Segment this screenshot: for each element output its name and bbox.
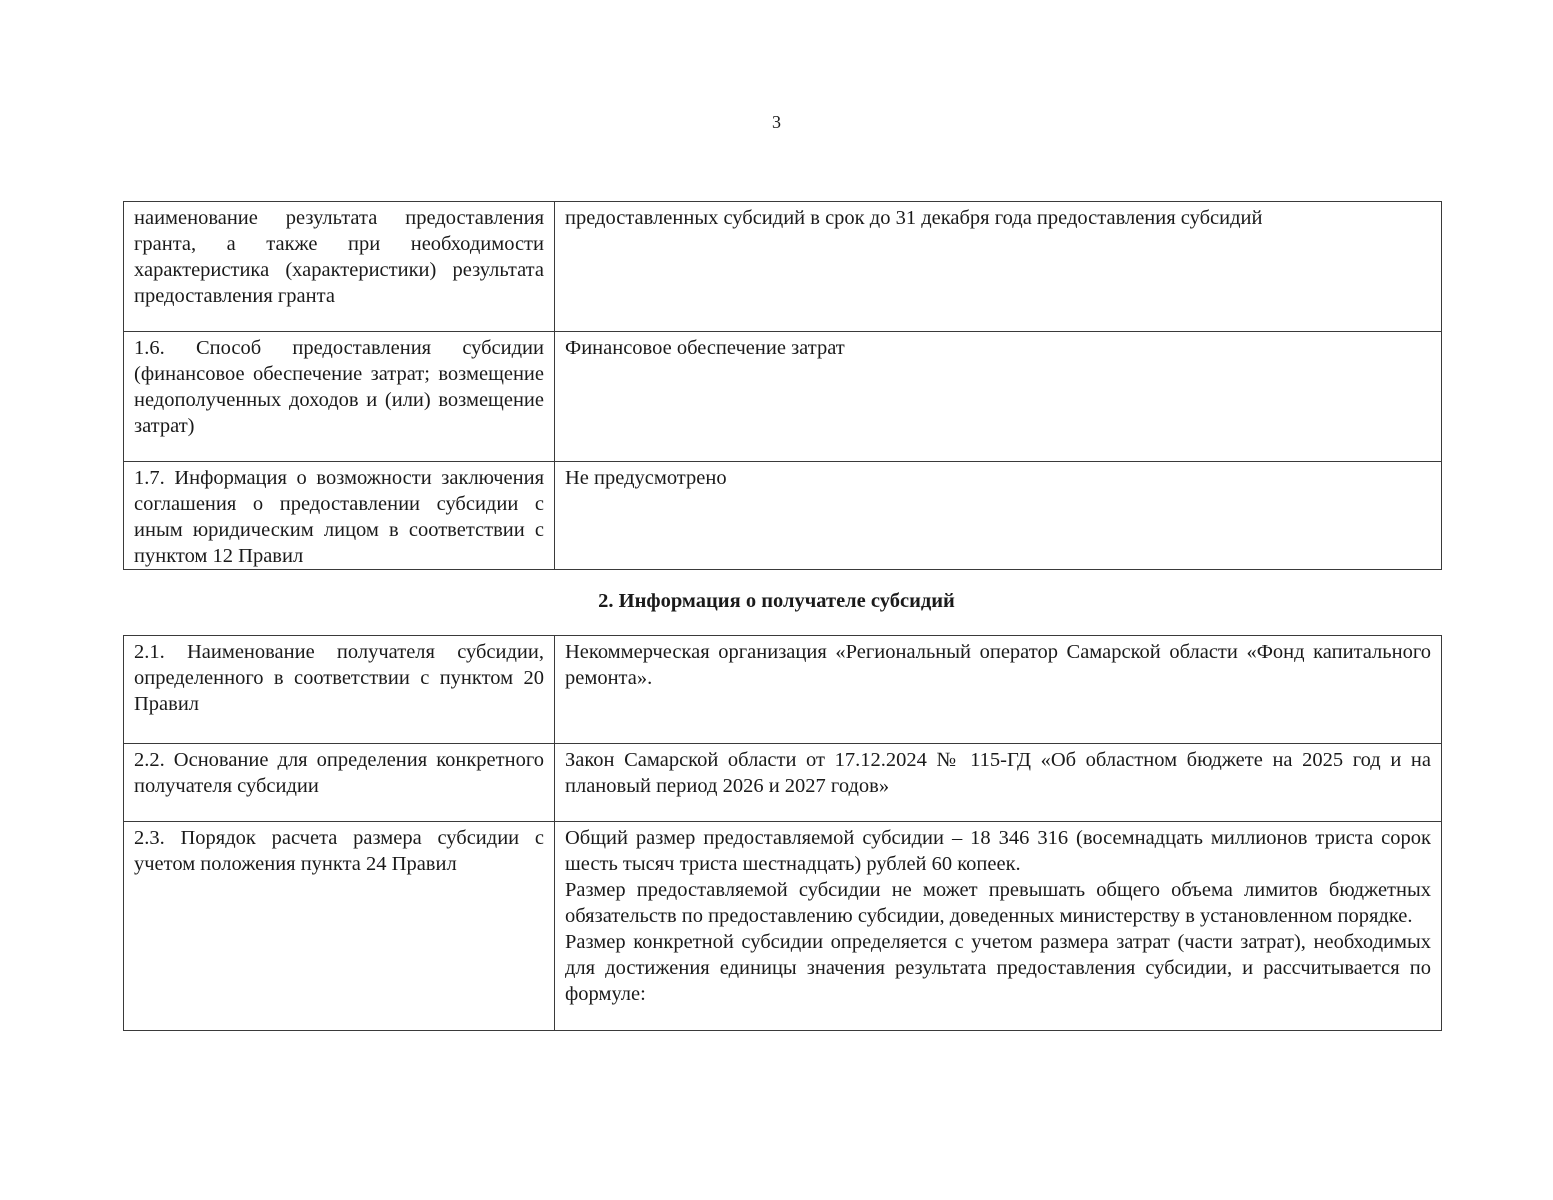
page-number: 3 [772, 112, 781, 132]
section-heading: 2. Информация о получателе субсидий [598, 590, 955, 612]
row-value [555, 822, 1442, 1031]
table-row [124, 636, 1442, 744]
row-label: 2.3. Порядок расчета размера субсидии с учетом положения пункта 24 Правил [124, 822, 555, 1031]
recipient-info-table [123, 635, 1442, 1031]
table-row [124, 822, 1442, 1031]
paragraph: Размер конкретной субсидии определяется с учетом размера затрат (части затрат), необходимых для достижения единицы значения результата предоставления субсидии, и рассчитывается по формуле: [565, 931, 1431, 1005]
row-value: Закон Самарской области от 17.12.2024 № 115-ГД «Об областном бюджете на 2025 год и на плановый период 2026 и 2027 годов» [555, 744, 1442, 822]
table-row [124, 202, 1442, 332]
row-value: Не предусмотрено [555, 462, 1442, 570]
paragraph: Общий размер предоставляемой субсидии – 18 346 316 (восемнадцать миллионов триста сорок шесть тысяч триста шестнадцать) рублей 60 копеек. [565, 827, 1431, 875]
row-label: 2.2. Основание для определения конкретного получателя субсидии [124, 744, 555, 822]
row-label: 2.1. Наименование получателя субсидии, определенного в соответствии с пунктом 20 Правил [124, 636, 555, 744]
table-row [124, 744, 1442, 822]
paragraph: Размер предоставляемой субсидии не может превышать общего объема лимитов бюджетных обязательств по предоставлению субсидии, доведенных министерству в установленном порядке. [565, 879, 1431, 927]
row-value: Финансовое обеспечение затрат [555, 332, 1442, 462]
table-row [124, 332, 1442, 462]
row-label: 1.6. Способ предоставления субсидии (финансовое обеспечение затрат; возмещение недополученных доходов и (или) возмещение затрат) [124, 332, 555, 462]
row-value: предоставленных субсидий в срок до 31 декабря года предоставления субсидий [555, 202, 1442, 332]
row-label: наименование результата предоставления гранта, а также при необходимости характеристика (характеристики) результата предоставления гранта [124, 202, 555, 332]
table-row [124, 462, 1442, 570]
subsidy-info-table [123, 201, 1442, 570]
row-value: Некоммерческая организация «Региональный оператор Самарской области «Фонд капитального ремонта». [555, 636, 1442, 744]
row-label: 1.7. Информация о возможности заключения соглашения о предоставлении субсидии с иным юридическим лицом в соответствии с пунктом 12 Правил [124, 462, 555, 570]
